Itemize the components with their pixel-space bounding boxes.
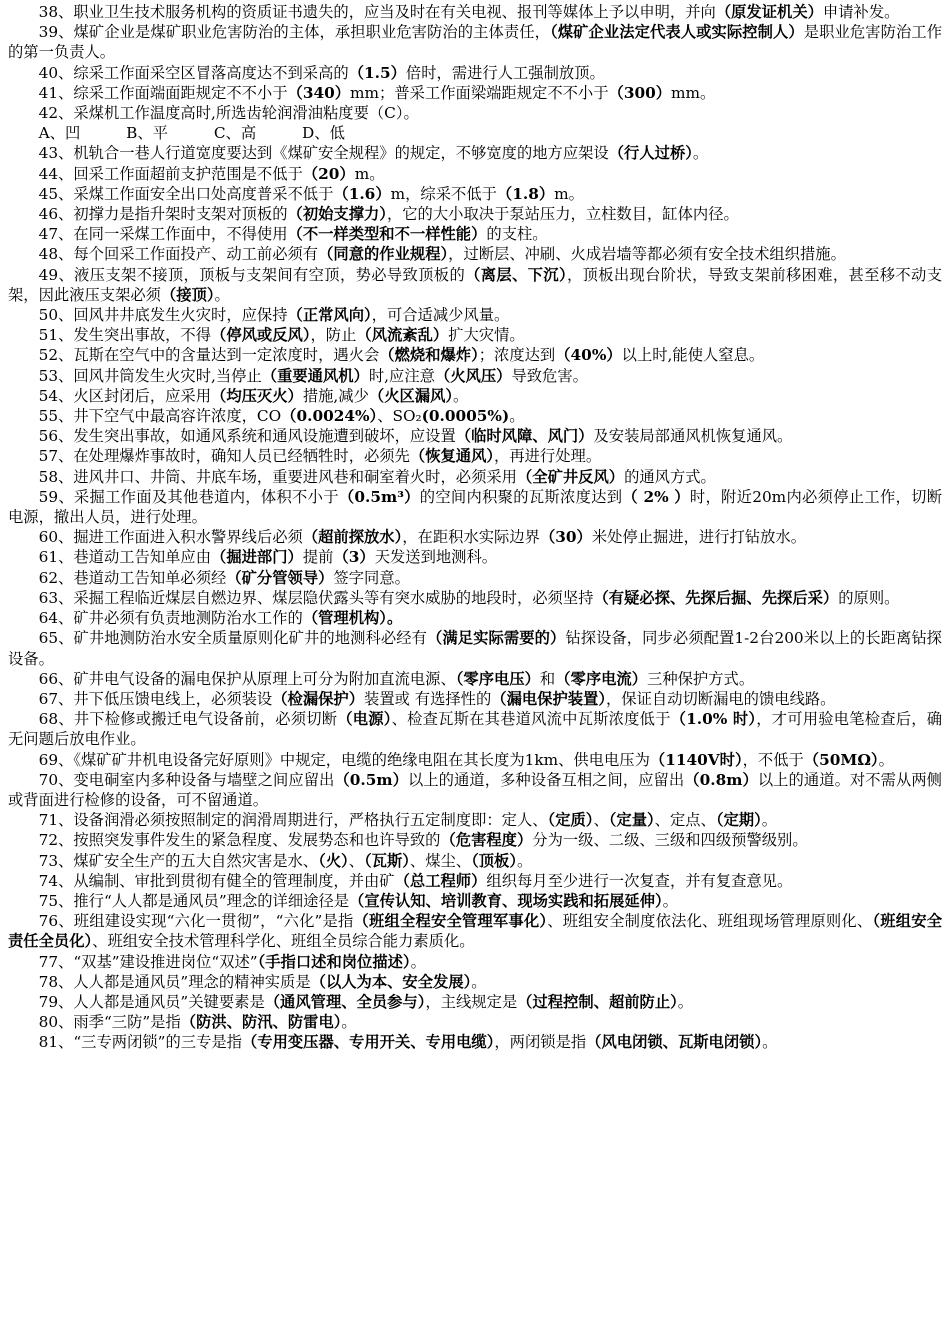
- answer-text: （1140V时）: [649, 750, 743, 769]
- question-item: [8, 325, 942, 345]
- question-text: 。: [517, 851, 533, 870]
- question-text: ，它的大小取决于泵站压力，立柱数目，缸体内径。: [386, 205, 739, 224]
- question-text: 、检查瓦斯在其巷道风流中瓦斯浓度低于: [391, 710, 671, 729]
- question-text: 74、从编制、审批到贯彻有健全的管理制度，并由矿: [38, 871, 395, 890]
- answer-text: （ 2% ）: [622, 487, 690, 506]
- answer-text: （1.8）: [496, 184, 555, 203]
- answer-text: （1.0% 时）: [670, 710, 757, 729]
- question-item: [8, 568, 942, 588]
- question-item: [8, 265, 942, 305]
- question-text: m，综采不低于: [390, 184, 497, 203]
- question-text: 组织每月至少进行一次复查，并有复查意见。: [486, 871, 793, 890]
- question-text: 的原则。: [838, 588, 900, 607]
- question-text: 装置或 有选择性的: [364, 689, 492, 708]
- question-text: 43、机轨合一巷人行道宽度要达到《煤矿安全规程》的规定，不够宽度的地方应架设: [38, 144, 609, 163]
- question-item: [8, 244, 942, 264]
- question-text: 46、初撑力是指升架时支架对顶板的: [38, 205, 288, 224]
- question-text: 40、综采工作面采空区冒落高度达不到采高的: [38, 63, 349, 82]
- question-text: ，防止: [310, 326, 357, 345]
- question-text: 38、职业卫生技术服务机构的资质证书遗失的，应当及时在有关电视、报刊等媒体上予以申明，并向: [38, 3, 716, 21]
- answer-text: （防洪、防汛、防雷电）: [180, 1013, 342, 1032]
- question-text: 72、按照突发事件发生的紧急程度、发展势态和也许导致的: [38, 831, 441, 850]
- question-text: 是职业危害防治工作的第一负责人。: [8, 23, 942, 62]
- answer-text: （矿分管领导）: [226, 568, 334, 587]
- question-text: 申请补发。: [822, 3, 900, 21]
- answer-text: （班组安全责任全员化）: [8, 912, 942, 951]
- question-text: 。: [471, 972, 487, 991]
- question-item: [8, 224, 942, 244]
- question-text: ，保证自动切断漏电的馈电线路。: [606, 689, 836, 708]
- answer-text: （50MΩ）: [803, 750, 879, 769]
- question-text: 、SO₂: [377, 407, 422, 426]
- answer-text: （正常风向）: [287, 306, 372, 325]
- answer-text: （临时风障、风门）: [455, 427, 594, 446]
- question-item: [8, 366, 942, 386]
- answer-text: （危害程度）: [440, 831, 533, 850]
- answer-text: （超前探放水）: [302, 528, 403, 547]
- answer-text: （0.5m）: [334, 770, 408, 789]
- question-item: [8, 911, 942, 951]
- question-text: 79、人人都是通风员”关键要素是: [38, 992, 265, 1011]
- answer-text: （满足实际需要的）: [427, 629, 566, 648]
- question-text: 67、井下低压馈电线上，必须装设: [38, 689, 273, 708]
- question-item: [8, 2, 942, 22]
- question-item: [8, 830, 942, 850]
- question-text: 、班组安全制度依法化、班组现场管理原则化、: [547, 912, 873, 931]
- question-item: [8, 810, 942, 830]
- question-item: [8, 143, 942, 163]
- question-text: 55、井下空气中最高容许浓度，CO: [38, 407, 282, 426]
- question-text: 。: [692, 144, 709, 163]
- question-text: 的空间内积聚的瓦斯浓度达到: [419, 487, 623, 506]
- question-item: [8, 588, 942, 608]
- answer-text: （0.8m）: [684, 770, 758, 789]
- question-text: ；浓度达到: [478, 346, 556, 365]
- answer-text: （电源）: [337, 710, 392, 729]
- question-text: ，不低于: [742, 750, 804, 769]
- question-text: 、定点、: [654, 811, 716, 830]
- question-text: 以上时,能使人窒息。: [621, 346, 765, 365]
- question-text: m。: [554, 184, 584, 203]
- question-text: ，顶板出现台阶状，导致支架前移困难，甚至移不动支架，因此液压支架必须: [8, 265, 942, 304]
- question-text: 75、推行“人人都是通风员”理念的详细途径是: [38, 891, 350, 910]
- question-text: 。: [214, 285, 230, 304]
- answer-text: （风流紊乱）: [356, 326, 449, 345]
- question-text: 78、人人都是通风员”理念的精神实质是: [38, 972, 311, 991]
- question-item: [8, 83, 942, 103]
- question-item: [8, 305, 942, 325]
- answer-text: （300）: [608, 83, 672, 102]
- answer-text: （瓦斯）: [364, 851, 410, 870]
- question-item: [8, 345, 942, 365]
- answer-text: （定量）: [608, 811, 655, 830]
- question-text: 54、火区封闭后，应采用: [38, 386, 212, 405]
- question-text: 39、煤矿企业是煤矿职业危害防治的主体，承担职业危害防治的主体责任，: [38, 23, 551, 42]
- answer-text: （专用变压器、专用开关、专用电缆）: [241, 1033, 495, 1052]
- question-text: 42、采煤机工作温度高时,所选齿轮润滑油粘度要（C）。: [38, 104, 419, 123]
- question-text: 62、巷道动工告知单必须经: [38, 568, 227, 587]
- answer-text: （煤矿企业法定代表人或实际控制人）: [550, 23, 804, 42]
- question-item: [8, 547, 942, 567]
- question-text: 51、发生突出事故，不得: [38, 326, 212, 345]
- answer-text: （以人为本、安全发展）: [310, 972, 472, 991]
- question-text: 、班组安全技术管理科学化、班组全员综合能力素质化。: [92, 932, 475, 951]
- question-text: ，两闭锁是指: [494, 1033, 587, 1052]
- question-text: 。: [509, 407, 525, 426]
- answer-text: （0.5m³）: [338, 487, 420, 506]
- answer-text: （宣传认知、培训教育、现场实践和拓展延伸）: [349, 891, 663, 910]
- question-text: 57、在处理爆炸事故时，确知人员已经牺牲时，必须先: [38, 447, 410, 466]
- question-text: 73、煤矿安全生产的五大自然灾害是水、: [38, 851, 319, 870]
- question-item: [8, 891, 942, 911]
- question-item: [8, 22, 942, 62]
- question-text: 52、瓦斯在空气中的含量达到一定浓度时，遇火会: [38, 346, 380, 365]
- question-item: [8, 103, 942, 123]
- answer-text: （1.6）: [333, 184, 391, 203]
- question-text: 提前: [302, 548, 334, 567]
- question-item: [8, 487, 942, 527]
- question-text: 70、变电硐室内多种设备与墙壁之间应留出: [38, 770, 335, 789]
- question-item: [8, 992, 942, 1012]
- question-text: 56、发生突出事故，如通风系统和通风设施遭到破坏，应设置: [38, 427, 456, 446]
- question-text: 76、班组建设实现“六化一贯彻”，“六化”是指: [38, 912, 354, 931]
- answer-text: （零序电流）: [555, 669, 648, 688]
- question-item: [8, 123, 942, 143]
- question-text: 53、回风井筒发生火灾时,当停止: [38, 366, 262, 385]
- question-item: [8, 426, 942, 446]
- answer-text: （重要通风机）: [261, 366, 369, 385]
- answer-text: （定期）: [715, 811, 762, 830]
- question-text: 45、采煤工作面安全出口处高度普采不低于: [38, 184, 334, 203]
- question-text: 44、回采工作面超前支护范围是不低于: [38, 164, 303, 183]
- question-item: [8, 608, 942, 628]
- answer-text: （定质）: [547, 811, 594, 830]
- question-text: 倍时，需进行人工强制放顶。: [405, 63, 605, 82]
- question-text: 以上的通道，多种设备互相之间，应留出: [407, 770, 685, 789]
- question-text: ，再进行处理。: [494, 447, 602, 466]
- question-text: 措施,减少: [302, 386, 369, 405]
- question-item: [8, 204, 942, 224]
- question-text: 80、雨季“三防”是指: [38, 1013, 181, 1032]
- answer-text: （均压灭火）: [211, 386, 303, 405]
- question-text: 以上的通道。对不需从两侧或背面进行检修的设备，可不留通道。: [8, 770, 942, 809]
- question-text: 。: [762, 1033, 778, 1052]
- question-text: 77、“双基”建设推进岗位“双述”: [38, 952, 258, 971]
- question-text: ，可合适减少风量。: [371, 306, 510, 325]
- answer-text: （火）: [318, 851, 349, 870]
- question-text: 59、采掘工作面及其他巷道内，体积不小于: [38, 487, 339, 506]
- answer-text: （通风管理、全员参与）: [264, 992, 426, 1011]
- answer-text: （全矿井反风）: [516, 467, 625, 486]
- answer-text: （有疑必探、先探后掘、先探后采）: [593, 588, 839, 607]
- question-text: 71、设备润滑必须按照制定的润滑周期进行，严格执行五定制度即：定人、: [38, 811, 548, 830]
- question-text: m。: [354, 164, 385, 183]
- question-item: [8, 689, 942, 709]
- answer-text: （30）: [539, 528, 592, 547]
- answer-text: （3）: [333, 548, 375, 567]
- question-text: 的通风方式。: [624, 467, 716, 486]
- question-text: 60、掘进工作面进入积水警界线后必须: [38, 528, 303, 547]
- question-text: mm。: [671, 83, 716, 102]
- question-text: 64、矿井必须有负责地测防治水工作的: [38, 609, 303, 628]
- question-text: 58、进风井口、井筒、井底车场，重要进风巷和硐室着火时，必须采用: [38, 467, 517, 486]
- question-text: 、: [348, 851, 365, 870]
- answer-text: （管理机构）。: [302, 609, 403, 628]
- question-text: ，过断层、冲刷、火成岩墙等都必须有安全技术组织措施。: [448, 245, 846, 264]
- answer-text: （原发证机关）: [715, 3, 823, 21]
- question-text: 48、每个回采工作面投产、动工前必须有: [38, 245, 319, 264]
- question-text: 68、井下检修或搬迁电气设备前，必须切断: [38, 710, 338, 729]
- question-text: 。: [662, 891, 678, 910]
- question-item: [8, 628, 942, 668]
- answer-text: （顶板）: [471, 851, 517, 870]
- answer-text: （不一样类型和不一样性能）: [287, 225, 487, 244]
- question-text: 49、液压支架不接顶，顶板与支架间有空顶，势必导致顶板的: [38, 265, 466, 284]
- answer-text: （1.5）: [348, 63, 406, 82]
- answer-text: （手指口述和岗位描述）: [257, 952, 411, 971]
- question-item: [8, 386, 942, 406]
- answer-text: （20）: [302, 164, 355, 183]
- question-text: 66、矿井电气设备的漏电保护从原理上可分为附加直流电源、: [38, 669, 456, 688]
- question-text: 钻探设备，同步必须配置1-2台200米以上的长距离钻探设备。: [8, 629, 942, 668]
- answer-text: （40%）: [555, 346, 622, 365]
- answer-text: （风电闭锁、瓦斯电闭锁）: [586, 1033, 763, 1052]
- answer-text: （零序电压）: [455, 669, 540, 688]
- question-item: [8, 527, 942, 547]
- question-text: 导致危害。: [511, 366, 588, 385]
- question-item: [8, 952, 942, 972]
- question-item: [8, 164, 942, 184]
- question-text: 65、矿井地测防治水安全质量原则化矿井的地测科必经有: [38, 629, 427, 648]
- question-text: 50、回风井井底发生火灾时，应保持: [38, 306, 288, 325]
- question-item: [8, 669, 942, 689]
- question-text: 。: [453, 386, 469, 405]
- question-text: A、凹 B、平 C、高 D、低: [38, 124, 345, 143]
- question-text: 。: [761, 811, 778, 830]
- question-item: [8, 972, 942, 992]
- answer-text: （班组全程安全管理军事化）: [353, 912, 548, 931]
- question-text: 63、采掘工程临近煤层自燃边界、煤层隐伏露头等有突水威胁的地段时，必须坚持: [38, 588, 594, 607]
- question-text: ，主线规定是: [425, 992, 518, 1011]
- question-text: 天发送到地测科。: [374, 548, 498, 567]
- answer-text: （燃烧和爆炸）: [379, 346, 479, 365]
- question-text: 签字同意。: [333, 568, 410, 587]
- question-item: [8, 770, 942, 810]
- answer-text: （火区漏风）: [368, 386, 454, 405]
- question-item: [8, 467, 942, 487]
- question-text: 分为一级、二级、三级和四级预警级别。: [532, 831, 808, 850]
- question-item: [8, 446, 942, 466]
- question-text: 。: [341, 1013, 357, 1032]
- question-text: 、: [593, 811, 609, 830]
- question-item: [8, 851, 942, 871]
- question-text: 41、综采工作面端面距规定不不小于: [38, 83, 288, 102]
- answer-text: （过程控制、超前防止）: [517, 992, 678, 1011]
- question-text: 。: [878, 750, 894, 769]
- question-item: [8, 1012, 942, 1032]
- answer-text: （漏电保护装置）: [491, 689, 606, 708]
- question-text: ，在距积水实际边界: [402, 528, 540, 547]
- question-text: 米处停止掘进，进行打钻放水。: [591, 528, 806, 547]
- question-text: 三种保护方式。: [647, 669, 755, 688]
- question-text: 时，附近20m内必须停止工作，切断电源，撤出人员，进行处理。: [8, 487, 942, 527]
- question-text: ，才可用验电笔检查后，确无问题后放电作业。: [8, 710, 942, 749]
- question-text: 的支柱。: [486, 225, 548, 244]
- answer-text: （火风压）: [434, 366, 512, 385]
- answer-text: （总工程师）: [394, 871, 487, 890]
- question-item: [8, 750, 942, 770]
- answer-text: （离层、下沉）: [465, 265, 567, 284]
- answer-text: （恢复通风）: [409, 447, 495, 466]
- answer-text: （初始支撑力）: [287, 205, 387, 224]
- question-text: 。: [410, 952, 426, 971]
- question-text: 、煤尘、: [409, 851, 472, 870]
- question-item: [8, 1032, 942, 1052]
- question-text: 。: [677, 992, 694, 1011]
- question-text: 69、《煤矿矿井机电设备完好原则》中规定，电缆的绝缘电阻在其长度为1km、供电电压为: [38, 750, 650, 769]
- question-text: 61、巷道动工告知单应由: [38, 548, 212, 567]
- answer-text: （接顶）: [160, 285, 215, 304]
- question-text: 时,应注意: [368, 366, 435, 385]
- question-text: 和: [539, 669, 556, 688]
- question-item: [8, 63, 942, 83]
- answer-text: （行人过桥）: [608, 144, 693, 163]
- question-item: [8, 406, 942, 426]
- answer-text: （0.0024%）: [281, 407, 378, 426]
- question-item: [8, 709, 942, 749]
- question-text: mm；普采工作面梁端距规定不不小于: [350, 83, 609, 102]
- answer-text: （掘进部门）: [211, 548, 303, 567]
- question-text: 及安装局部通风机恢复通风。: [593, 427, 793, 446]
- answer-text: (0.0005%): [421, 407, 510, 426]
- answer-text: （同意的作业规程）: [318, 245, 449, 264]
- question-text: 81、“三专两闭锁”的三专是指: [38, 1033, 242, 1052]
- question-item: [8, 184, 942, 204]
- question-text: 扩大灾情。: [448, 326, 525, 345]
- answer-text: （340）: [287, 83, 351, 102]
- answer-text: （停风或反风）: [211, 326, 311, 345]
- answer-text: （检漏保护）: [272, 689, 365, 708]
- question-text: 47、在同一采煤工作面中，不得使用: [38, 225, 288, 244]
- question-item: [8, 871, 942, 891]
